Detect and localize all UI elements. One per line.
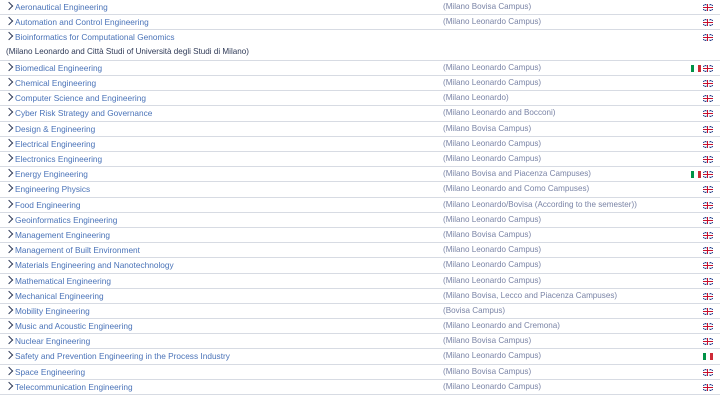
programme-name-link[interactable]: Geoinformatics Engineering xyxy=(15,214,118,225)
uk-flag-icon xyxy=(703,323,713,330)
programme-row[interactable] xyxy=(0,319,720,334)
uk-flag-icon xyxy=(703,126,713,133)
programme-row[interactable] xyxy=(0,213,720,228)
programme-row[interactable] xyxy=(0,258,720,273)
programme-row[interactable] xyxy=(0,274,720,289)
programme-name-link[interactable]: Safety and Prevention Engineering in the Process Industry xyxy=(15,351,230,362)
language-flags xyxy=(703,308,713,315)
programme-name-link[interactable]: Mobility Engineering xyxy=(15,305,90,316)
uk-flag-icon xyxy=(703,384,713,391)
uk-flag-icon xyxy=(703,156,713,163)
programme-row[interactable] xyxy=(0,304,720,319)
programme-row[interactable] xyxy=(0,198,720,213)
uk-flag-icon xyxy=(703,141,713,148)
uk-flag-icon xyxy=(703,95,713,102)
chevron-right-icon xyxy=(5,93,13,101)
language-flags xyxy=(703,156,713,163)
programme-name-link[interactable]: Mechanical Engineering xyxy=(15,290,104,301)
programme-campus: (Milano Leonardo Campus) xyxy=(443,17,542,27)
programme-name-link[interactable]: Energy Engineering xyxy=(15,169,88,180)
uk-flag-icon xyxy=(703,369,713,376)
programme-campus: (Milano Leonardo) xyxy=(443,93,509,103)
chevron-right-icon xyxy=(5,169,13,177)
programme-name-link[interactable]: Bioinformatics for Computational Genomics xyxy=(15,32,175,43)
programme-campus: (Milano Bovisa Campus) xyxy=(443,336,532,346)
programme-campus: (Milano Bovisa Campus) xyxy=(443,366,532,376)
programme-campus: (Milano Leonardo Campus) xyxy=(443,138,542,148)
language-flags xyxy=(703,262,713,269)
language-flags xyxy=(703,232,713,239)
language-flags xyxy=(703,186,713,193)
uk-flag-icon xyxy=(703,34,713,41)
programme-row[interactable] xyxy=(0,106,720,121)
programme-name-link[interactable]: Chemical Engineering xyxy=(15,78,97,89)
programme-name-link[interactable]: Music and Acoustic Engineering xyxy=(15,321,133,332)
language-flags xyxy=(703,278,713,285)
programme-name-link[interactable]: Computer Science and Engineering xyxy=(15,93,146,104)
programme-name-link[interactable]: Food Engineering xyxy=(15,199,81,210)
language-flags xyxy=(703,126,713,133)
programme-campus: (Milano Leonardo Campus) xyxy=(443,78,542,88)
chevron-right-icon xyxy=(5,32,13,40)
programme-row[interactable] xyxy=(0,30,720,61)
programme-name-link[interactable]: Electrical Engineering xyxy=(15,138,96,149)
programme-campus: (Milano Bovisa Campus) xyxy=(443,2,532,11)
programme-campus: (Milano Leonardo and Bocconi) xyxy=(443,108,556,118)
language-flags xyxy=(703,217,713,224)
programme-campus: (Milano Leonardo/Bovisa (According to the semester)) xyxy=(443,199,637,209)
programme-campus: (Milano Leonardo Campus) xyxy=(443,275,542,285)
chevron-right-icon xyxy=(5,199,13,207)
programme-campus: (Milano Leonardo Campus) xyxy=(443,351,542,361)
language-flags xyxy=(703,95,713,102)
programme-name-link[interactable]: Automation and Control Engineering xyxy=(15,17,149,28)
programme-row[interactable] xyxy=(0,334,720,349)
chevron-right-icon xyxy=(5,184,13,192)
chevron-right-icon xyxy=(5,260,13,268)
italy-flag-icon xyxy=(691,171,701,178)
language-flags xyxy=(703,19,713,26)
programme-name-link[interactable]: Management of Built Environment xyxy=(15,245,140,256)
programme-campus: (Milano Leonardo Campus) xyxy=(443,260,542,270)
language-flags xyxy=(691,65,713,72)
programme-row[interactable] xyxy=(0,122,720,137)
uk-flag-icon xyxy=(703,4,713,11)
language-flags xyxy=(703,34,713,41)
uk-flag-icon xyxy=(703,171,713,178)
uk-flag-icon xyxy=(703,80,713,87)
programme-campus: (Milano Bovisa Campus) xyxy=(443,229,532,239)
uk-flag-icon xyxy=(703,217,713,224)
italy-flag-icon xyxy=(691,65,701,72)
italy-flag-icon xyxy=(703,353,713,360)
language-flags xyxy=(703,141,713,148)
chevron-right-icon xyxy=(5,123,13,131)
programme-name-link[interactable]: Biomedical Engineering xyxy=(15,62,103,73)
chevron-right-icon xyxy=(5,351,13,359)
uk-flag-icon xyxy=(703,308,713,315)
uk-flag-icon xyxy=(703,202,713,209)
programme-name-link[interactable]: Mathematical Engineering xyxy=(15,275,111,286)
language-flags xyxy=(703,110,713,117)
programme-campus: (Milano Bovisa Campus) xyxy=(443,123,532,133)
language-flags xyxy=(703,338,713,345)
chevron-right-icon xyxy=(5,245,13,253)
programme-row[interactable] xyxy=(0,349,720,364)
uk-flag-icon xyxy=(703,232,713,239)
language-flags xyxy=(703,293,713,300)
chevron-right-icon xyxy=(5,230,13,238)
programme-row[interactable] xyxy=(0,380,720,395)
uk-flag-icon xyxy=(703,186,713,193)
programme-campus: (Milano Leonardo Campus) xyxy=(443,245,542,255)
language-flags xyxy=(703,353,713,360)
chevron-right-icon xyxy=(5,290,13,298)
programme-name-link[interactable]: Design & Engineering xyxy=(15,123,96,134)
chevron-right-icon xyxy=(5,154,13,162)
chevron-right-icon xyxy=(5,306,13,314)
programme-name-link[interactable]: Cyber Risk Strategy and Governance xyxy=(15,108,153,119)
programme-name-link[interactable]: Aeronautical Engineering xyxy=(15,2,108,12)
programme-name-link[interactable]: Telecommunication Engineering xyxy=(15,381,133,392)
language-flags xyxy=(703,4,713,11)
chevron-right-icon xyxy=(5,336,13,344)
programme-row[interactable] xyxy=(0,243,720,258)
uk-flag-icon xyxy=(703,247,713,254)
programme-row[interactable] xyxy=(0,0,720,15)
programme-name-link[interactable]: Nuclear Engineering xyxy=(15,336,91,347)
programme-row[interactable] xyxy=(0,15,720,30)
chevron-right-icon xyxy=(5,17,13,25)
programme-name-link[interactable]: Engineering Physics xyxy=(15,184,91,195)
uk-flag-icon xyxy=(703,338,713,345)
uk-flag-icon xyxy=(703,110,713,117)
programme-name-link[interactable]: Materials Engineering and Nanotechnology xyxy=(15,260,174,271)
programme-row[interactable] xyxy=(0,152,720,167)
programme-row[interactable] xyxy=(0,228,720,243)
chevron-right-icon xyxy=(5,366,13,374)
programme-row[interactable] xyxy=(0,365,720,380)
language-flags xyxy=(703,202,713,209)
programme-row[interactable] xyxy=(0,76,720,91)
chevron-right-icon xyxy=(5,139,13,147)
chevron-right-icon xyxy=(5,108,13,116)
programme-campus: (Milano Leonardo Campus) xyxy=(443,154,542,163)
programme-row[interactable] xyxy=(0,91,720,106)
chevron-right-icon xyxy=(5,215,13,223)
programme-location-note: (Milano Leonardo and Città Studi of Università degli Studi di Milano) xyxy=(6,47,249,57)
programme-row[interactable] xyxy=(0,167,720,182)
uk-flag-icon xyxy=(703,65,713,72)
programme-campus: (Milano Bovisa, Lecco and Piacenza Campuses) xyxy=(443,290,618,300)
programme-campus: (Milano Leonardo Campus) xyxy=(443,214,542,224)
uk-flag-icon xyxy=(703,262,713,269)
programme-campus: (Milano Leonardo Campus) xyxy=(443,381,542,391)
chevron-right-icon xyxy=(5,63,13,71)
language-flags xyxy=(691,171,713,178)
programme-row[interactable] xyxy=(0,182,720,197)
programme-campus: (Bovisa Campus) xyxy=(443,305,506,315)
programme-campus: (Milano Leonardo and Cremona) xyxy=(443,321,560,331)
programme-campus: (Milano Leonardo Campus) xyxy=(443,62,542,72)
chevron-right-icon xyxy=(5,382,13,390)
chevron-right-icon xyxy=(5,2,13,10)
language-flags xyxy=(703,369,713,376)
uk-flag-icon xyxy=(703,293,713,300)
programme-name-link[interactable]: Electronics Engineering xyxy=(15,154,103,164)
programme-name-link[interactable]: Management Engineering xyxy=(15,229,111,240)
language-flags xyxy=(703,80,713,87)
programme-row[interactable] xyxy=(0,289,720,304)
chevron-right-icon xyxy=(5,321,13,329)
chevron-right-icon xyxy=(5,275,13,283)
uk-flag-icon xyxy=(703,19,713,26)
programme-row[interactable] xyxy=(0,137,720,152)
programme-campus: (Milano Leonardo and Como Campuses) xyxy=(443,184,590,194)
chevron-right-icon xyxy=(5,78,13,86)
language-flags xyxy=(703,384,713,391)
programme-campus: (Milano Bovisa and Piacenza Campuses) xyxy=(443,169,592,179)
language-flags xyxy=(703,247,713,254)
language-flags xyxy=(703,323,713,330)
uk-flag-icon xyxy=(703,278,713,285)
programme-name-link[interactable]: Space Engineering xyxy=(15,366,86,377)
programme-row[interactable] xyxy=(0,61,720,76)
